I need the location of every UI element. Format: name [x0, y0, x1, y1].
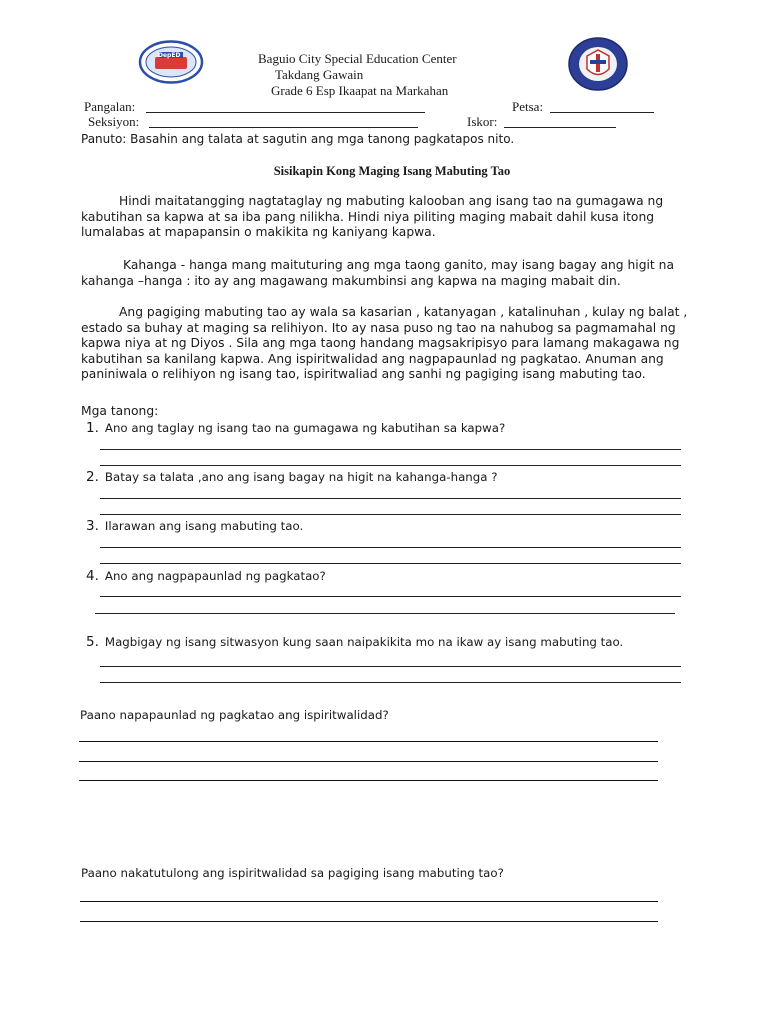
score-field[interactable]: [504, 127, 616, 128]
paragraph-line: kabutihan sa kapwa at sa iba pang nilikha. Hindi niya piliting maging mabait dahil kusa itong: [81, 209, 655, 224]
extra-question-1: Paano napapaunlad ng pagkatao ang ispiritwalidad?: [80, 708, 389, 722]
answer-line[interactable]: [79, 761, 658, 762]
instructions: Panuto: Basahin ang talata at sagutin ang mga tanong pagkatapos nito.: [81, 132, 515, 146]
section-label: Seksiyon:: [88, 114, 140, 129]
answer-line[interactable]: [100, 465, 681, 466]
paragraph-line: Hindi maitatangging nagtataglay ng mabuting kalooban ang isang tao na gumagawa ng: [119, 194, 664, 208]
extra-question-2: Paano nakatutulong ang ispiritwalidad sa pagiging isang mabuting tao?: [81, 866, 504, 880]
question-text: Magbigay ng isang sitwasyon kung saan naipakikita mo na ikaw ay isang mabuting tao.: [104, 635, 624, 649]
answer-line[interactable]: [80, 921, 658, 922]
answer-line[interactable]: [100, 682, 681, 683]
question-number: 1.: [86, 420, 99, 436]
assignment-type: Takdang Gawain: [275, 67, 364, 82]
paragraph-1: [81, 194, 681, 241]
grade-subject: Grade 6 Esp Ikaapat na Markahan: [271, 83, 449, 98]
answer-line[interactable]: [100, 547, 681, 548]
question-number: 5.: [86, 634, 99, 650]
question-text: Ano ang taglay ng isang tao na gumagawa ng kabutihan sa kapwa?: [104, 421, 506, 435]
paragraph-3: [81, 305, 688, 383]
answer-line[interactable]: [100, 449, 681, 450]
answer-line[interactable]: [95, 613, 675, 614]
paragraph-line: kabutihan sa kanilang kapwa. Ang ispiritwalidad ang nagpapaunlad ng pagkatao. Anuman ang: [81, 351, 664, 366]
question-3: [86, 517, 303, 535]
question-text: Ano ang nagpapaunlad ng pagkatao?: [104, 569, 326, 583]
school-name: Baguio City Special Education Center: [258, 51, 457, 66]
date-label: Petsa:: [512, 99, 544, 114]
questions-heading: Mga tanong:: [81, 404, 159, 418]
question-5: [86, 633, 623, 651]
paragraph-line: lumalabas at mapapansin o makikita ng kaniyang kapwa.: [81, 225, 436, 240]
paragraph-line: Ang pagiging mabuting tao ay wala sa kasarian , katanyagan , katalinuhan , kulay ng balat ,: [119, 305, 688, 319]
paragraph-line: kapwa niya at ng Diyos . Sila ang mga taong handang magsakripisyo para lamang makagawa ng: [81, 336, 680, 351]
answer-line[interactable]: [80, 901, 658, 902]
paragraph-line: kahanga –hanga : ito ay ang magawang makumbinsi ang kapwa na maging mabait din.: [81, 273, 621, 288]
name-label: Pangalan:: [84, 99, 136, 114]
question-text: Ilarawan ang isang mabuting tao.: [104, 519, 304, 533]
paragraph-2: [81, 258, 681, 289]
answer-line[interactable]: [79, 780, 658, 781]
question-number: 4.: [86, 568, 99, 584]
answer-line[interactable]: [100, 596, 681, 597]
school-logo: [138, 40, 204, 84]
school-logo-text: DepED: [158, 52, 181, 59]
name-field[interactable]: [146, 112, 425, 113]
section-field[interactable]: [149, 127, 418, 128]
paragraph-line: estado sa buhay at maging sa relihiyon. Ito ay nasa puso ng tao na nahubog sa pagmamahal ng: [81, 320, 676, 335]
answer-line[interactable]: [79, 741, 658, 742]
deped-seal: [567, 36, 629, 92]
question-1: [86, 419, 505, 437]
answer-line[interactable]: [100, 514, 681, 515]
question-2: [86, 468, 498, 486]
question-text: Batay sa talata ,ano ang isang bagay na higit na kahanga-hanga ?: [104, 470, 498, 484]
score-label: Iskor:: [467, 114, 498, 129]
date-field[interactable]: [550, 112, 654, 113]
answer-line[interactable]: [100, 563, 681, 564]
answer-line[interactable]: [100, 498, 681, 499]
question-4: [86, 567, 326, 585]
passage-title: Sisikapin Kong Maging Isang Mabuting Tao: [273, 164, 511, 178]
question-number: 3.: [86, 518, 99, 534]
paragraph-line: Kahanga - hanga mang maituturing ang mga taong ganito, may isang bagay ang higit na: [123, 258, 674, 272]
answer-line[interactable]: [100, 666, 681, 667]
question-number: 2.: [86, 469, 99, 485]
paragraph-line: paniniwala o relihiyon ng isang tao, ispiritwaliad ang sanhi ng pagiging isang mabuting tao.: [81, 367, 646, 382]
